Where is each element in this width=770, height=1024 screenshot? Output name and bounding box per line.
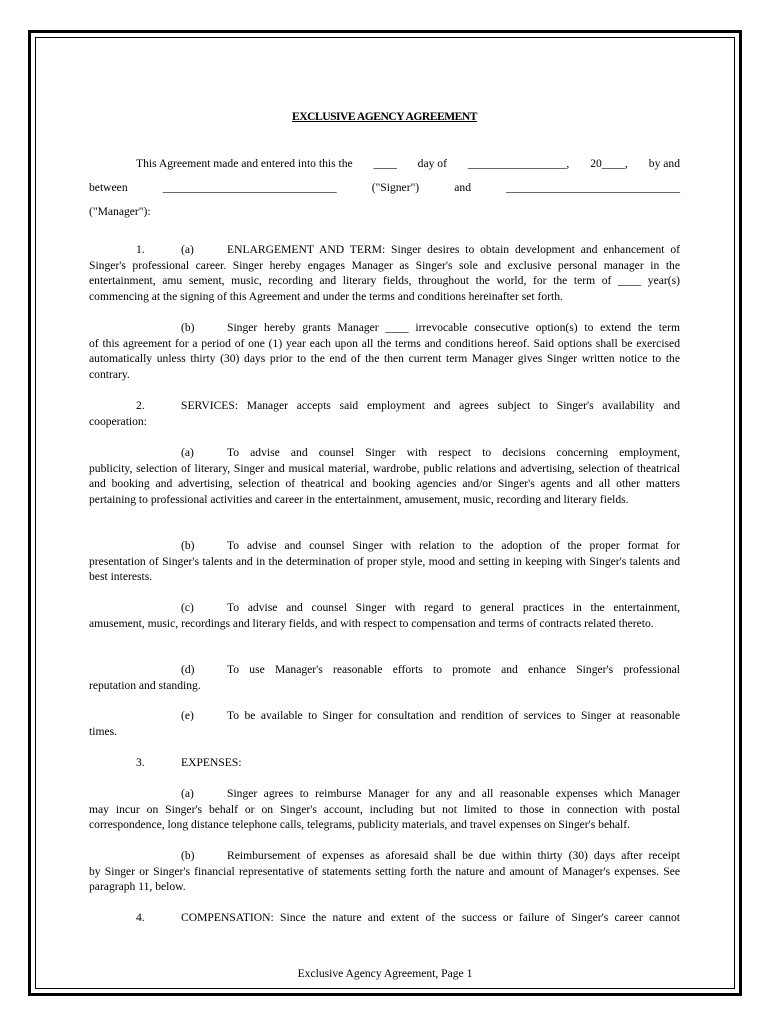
section-2-body: cooperation: (89, 414, 147, 428)
section-1b (89, 320, 680, 382)
section-1a (89, 242, 680, 304)
document-title: EXCLUSIVE AGENCY AGREEMENT (292, 110, 477, 123)
intro-line-2 (89, 181, 680, 194)
section-2-first-line (89, 398, 680, 414)
section-2c-first-line (89, 600, 680, 616)
section-2b-body: presentation of Singer's talents and in the determination of proper style, mood and setting in keeping with Singer's talents and best interests. (89, 554, 680, 583)
page-footer: Exclusive Agency Agreement, Page 1 (297, 967, 473, 980)
section-2c-letter: (c) (181, 601, 194, 614)
section-2b-letter: (b) (181, 539, 195, 552)
section-2b-heading: To advise and counsel Singer with relation to the adoption of the proper format for (227, 539, 680, 552)
section-2d-heading: To use Manager's reasonable efforts to promote and enhance Singer's professional (227, 663, 680, 676)
section-3 (89, 755, 680, 771)
section-3-number: 3. (136, 756, 145, 769)
section-2c-body: amusement, music, recordings and literary fields, and with respect to compensation and terms of contracts related thereto. (89, 616, 654, 630)
section-3-first-line (89, 755, 680, 771)
section-2e-letter: (e) (181, 709, 194, 722)
section-4-first-line (89, 910, 680, 926)
section-2d-body: reputation and standing. (89, 678, 201, 692)
manager-label: ("Manager"): (89, 205, 151, 218)
section-2c (89, 600, 680, 631)
page-border-inner (35, 37, 735, 989)
section-2a-heading: To advise and counsel Singer with respect to decisions concerning employment, (227, 446, 680, 459)
section-1b-letter: (b) (181, 321, 195, 334)
section-2e-heading: To be available to Singer for consultation and rendition of services to Singer at reasonable (227, 709, 680, 722)
section-2d (89, 662, 680, 693)
section-2-heading: SERVICES: Manager accepts said employment and agrees subject to Singer's availability and (181, 399, 680, 412)
section-2d-first-line (89, 662, 680, 678)
between-text: between (89, 181, 128, 194)
section-1b-heading: Singer hereby grants Manager ____ irrevocable consecutive option(s) to extend the term (227, 321, 680, 334)
manager-blank: ______________________________ (506, 181, 680, 194)
section-2e-first-line (89, 708, 680, 724)
section-1a-heading: ENLARGEMENT AND TERM: Singer desires to obtain development and enhancement of (227, 243, 680, 256)
section-3b-body: by Singer or Singer's financial representative of statements setting forth the nature and amount of Manager's expenses. See paragraph 11, below. (89, 864, 680, 893)
section-2-number: 2. (136, 399, 145, 412)
section-2b-first-line (89, 538, 680, 554)
section-1a-body: Singer's professional career. Singer hereby engages Manager as Singer's sole and exclusive personal manager in the entertainment, amu sement, music, recording and literary fields, throughout the world, for the term of ____ year(s) commencing at the signing of this Agreement and under the terms and conditions hereinafter set forth. (89, 258, 680, 303)
by-and-text: by and (648, 157, 680, 170)
section-3a-heading: Singer agrees to reimburse Manager for any and all reasonable expenses which Manager (227, 787, 680, 800)
section-3a-body: may incur on Singer's behalf or on Singer's account, including but not limited to those in connection with postal correspondence, long distance telephone calls, telegrams, publicity materials, and travel expenses on Singer's behalf. (89, 802, 680, 831)
intro-text: This Agreement made and entered into this the (136, 157, 353, 170)
section-3a (89, 786, 680, 833)
signer-blank: ______________________________ (162, 181, 337, 194)
and-text: and (454, 181, 471, 194)
section-2e-body: times. (89, 724, 118, 738)
day-of-text: day of (417, 157, 447, 170)
section-1b-body: of this agreement for a period of one (1) year each upon all the terms and conditions hereof. Said options shall be exercised automatically unless thirty (30) days prior to the end of the then current term Manager gives Singer written notice to the contrary. (89, 336, 680, 381)
day-blank: ____ (373, 157, 397, 170)
section-3b-first-line (89, 848, 680, 864)
section-2c-heading: To advise and counsel Singer with regard to general practices in the entertainment, (227, 601, 680, 614)
section-2b (89, 538, 680, 585)
section-3a-first-line (89, 786, 680, 802)
intro-line-1 (89, 157, 680, 170)
section-3b-heading: Reimbursement of expenses as aforesaid shall be due within thirty (30) days after receipt (227, 849, 680, 862)
section-1b-first-line (89, 320, 680, 336)
section-2d-letter: (d) (181, 663, 195, 676)
section-2e (89, 708, 680, 739)
section-3b-letter: (b) (181, 849, 195, 862)
section-3b (89, 848, 680, 895)
section-4-number: 4. (136, 911, 145, 924)
section-1a-letter: (a) (181, 243, 194, 256)
section-3a-letter: (a) (181, 787, 194, 800)
year-text: 20____, (590, 157, 628, 170)
section-4-heading: COMPENSATION: Since the nature and extent of the success or failure of Singer's career cannot (181, 911, 680, 924)
section-3-heading: EXPENSES: (181, 756, 242, 769)
signer-label: ("Signer") (371, 181, 420, 194)
section-2 (89, 398, 680, 429)
month-blank: _________________, (467, 157, 570, 170)
section-1-number: 1. (136, 243, 145, 256)
section-4 (89, 910, 680, 926)
section-2a-body: publicity, selection of literary, Singer and musical material, wardrobe, public relations and advertising, selection of theatrical and booking and advertising, selection of theatrical and booking agencies and/or Singer's agents and all other matters pertaining to professional activities and career in the entertainment, amusement, music, recording and literary fields. (89, 461, 680, 506)
section-2a (89, 445, 680, 507)
section-2a-letter: (a) (181, 446, 194, 459)
section-1a-first-line (89, 242, 680, 258)
section-2a-first-line (89, 445, 680, 461)
